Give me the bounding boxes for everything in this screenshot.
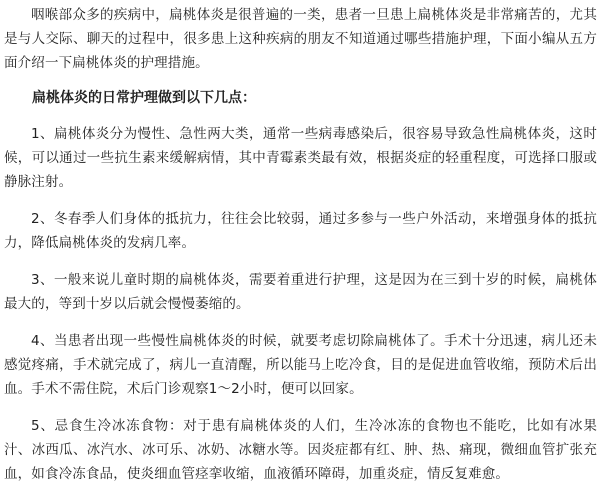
- intro-paragraph: 咽喉部众多的疾病中，扁桃体炎是很普遍的一类，患者一旦患上扁桃体炎是非常痛苦的，尤其是与人交际、聊天的过程中，很多患上这种疾病的朋友不知道通过哪些措施护理，下面小编从五方面介绍一下扁桃体炎的护理措施。: [4, 7, 597, 71]
- care-point-5: 5、忌食生冷冰冻食物：对于患有扁桃体炎的人们，生冷冰冻的食物也不能吃，比如有冰果汁、冰西瓜、冰汽水、冰可乐、冰奶、冰糖水等。因炎症都有红、肿、热、痛现，微细血管扩张充血，如食冷冻食品，使炎细血管痉挛收缩，血液循环障碍，加重炎症，情反复难愈。: [4, 418, 597, 482]
- care-point-3: 3、一般来说儿童时期的扁桃体炎，需要着重进行护理，这是因为在三到十岁的时候，扁桃体最大的，等到十岁以后就会慢慢萎缩的。: [4, 272, 597, 312]
- article-body: [4, 0, 597, 486]
- care-point-4: 4、当患者出现一些慢性扁桃体炎的时候，就要考虑切除扁桃体了。手术十分迅速，病儿还未感觉疼痛，手术就完成了，病儿一直清醒，所以能马上吃冷食，目的是促进血管收缩，预防术后出血。手术不需住院，术后门诊观察1～2小时，便可以回家。: [4, 333, 597, 397]
- section-heading: 扁桃体炎的日常护理做到以下几点：: [32, 90, 256, 106]
- care-point-1: 1、扁桃体炎分为慢性、急性两大类，通常一些病毒感染后，很容易导致急性扁桃体炎，这时候，可以通过一些抗生素来缓解病情，其中青霉素类最有效，根据炎症的轻重程度，可选择口服或静脉注射。: [4, 126, 597, 190]
- care-point-2: 2、冬春季人们身体的抵抗力，往往会比较弱，通过多参与一些户外活动，来增强身体的抵抗力，降低扁桃体炎的发病几率。: [4, 211, 597, 251]
